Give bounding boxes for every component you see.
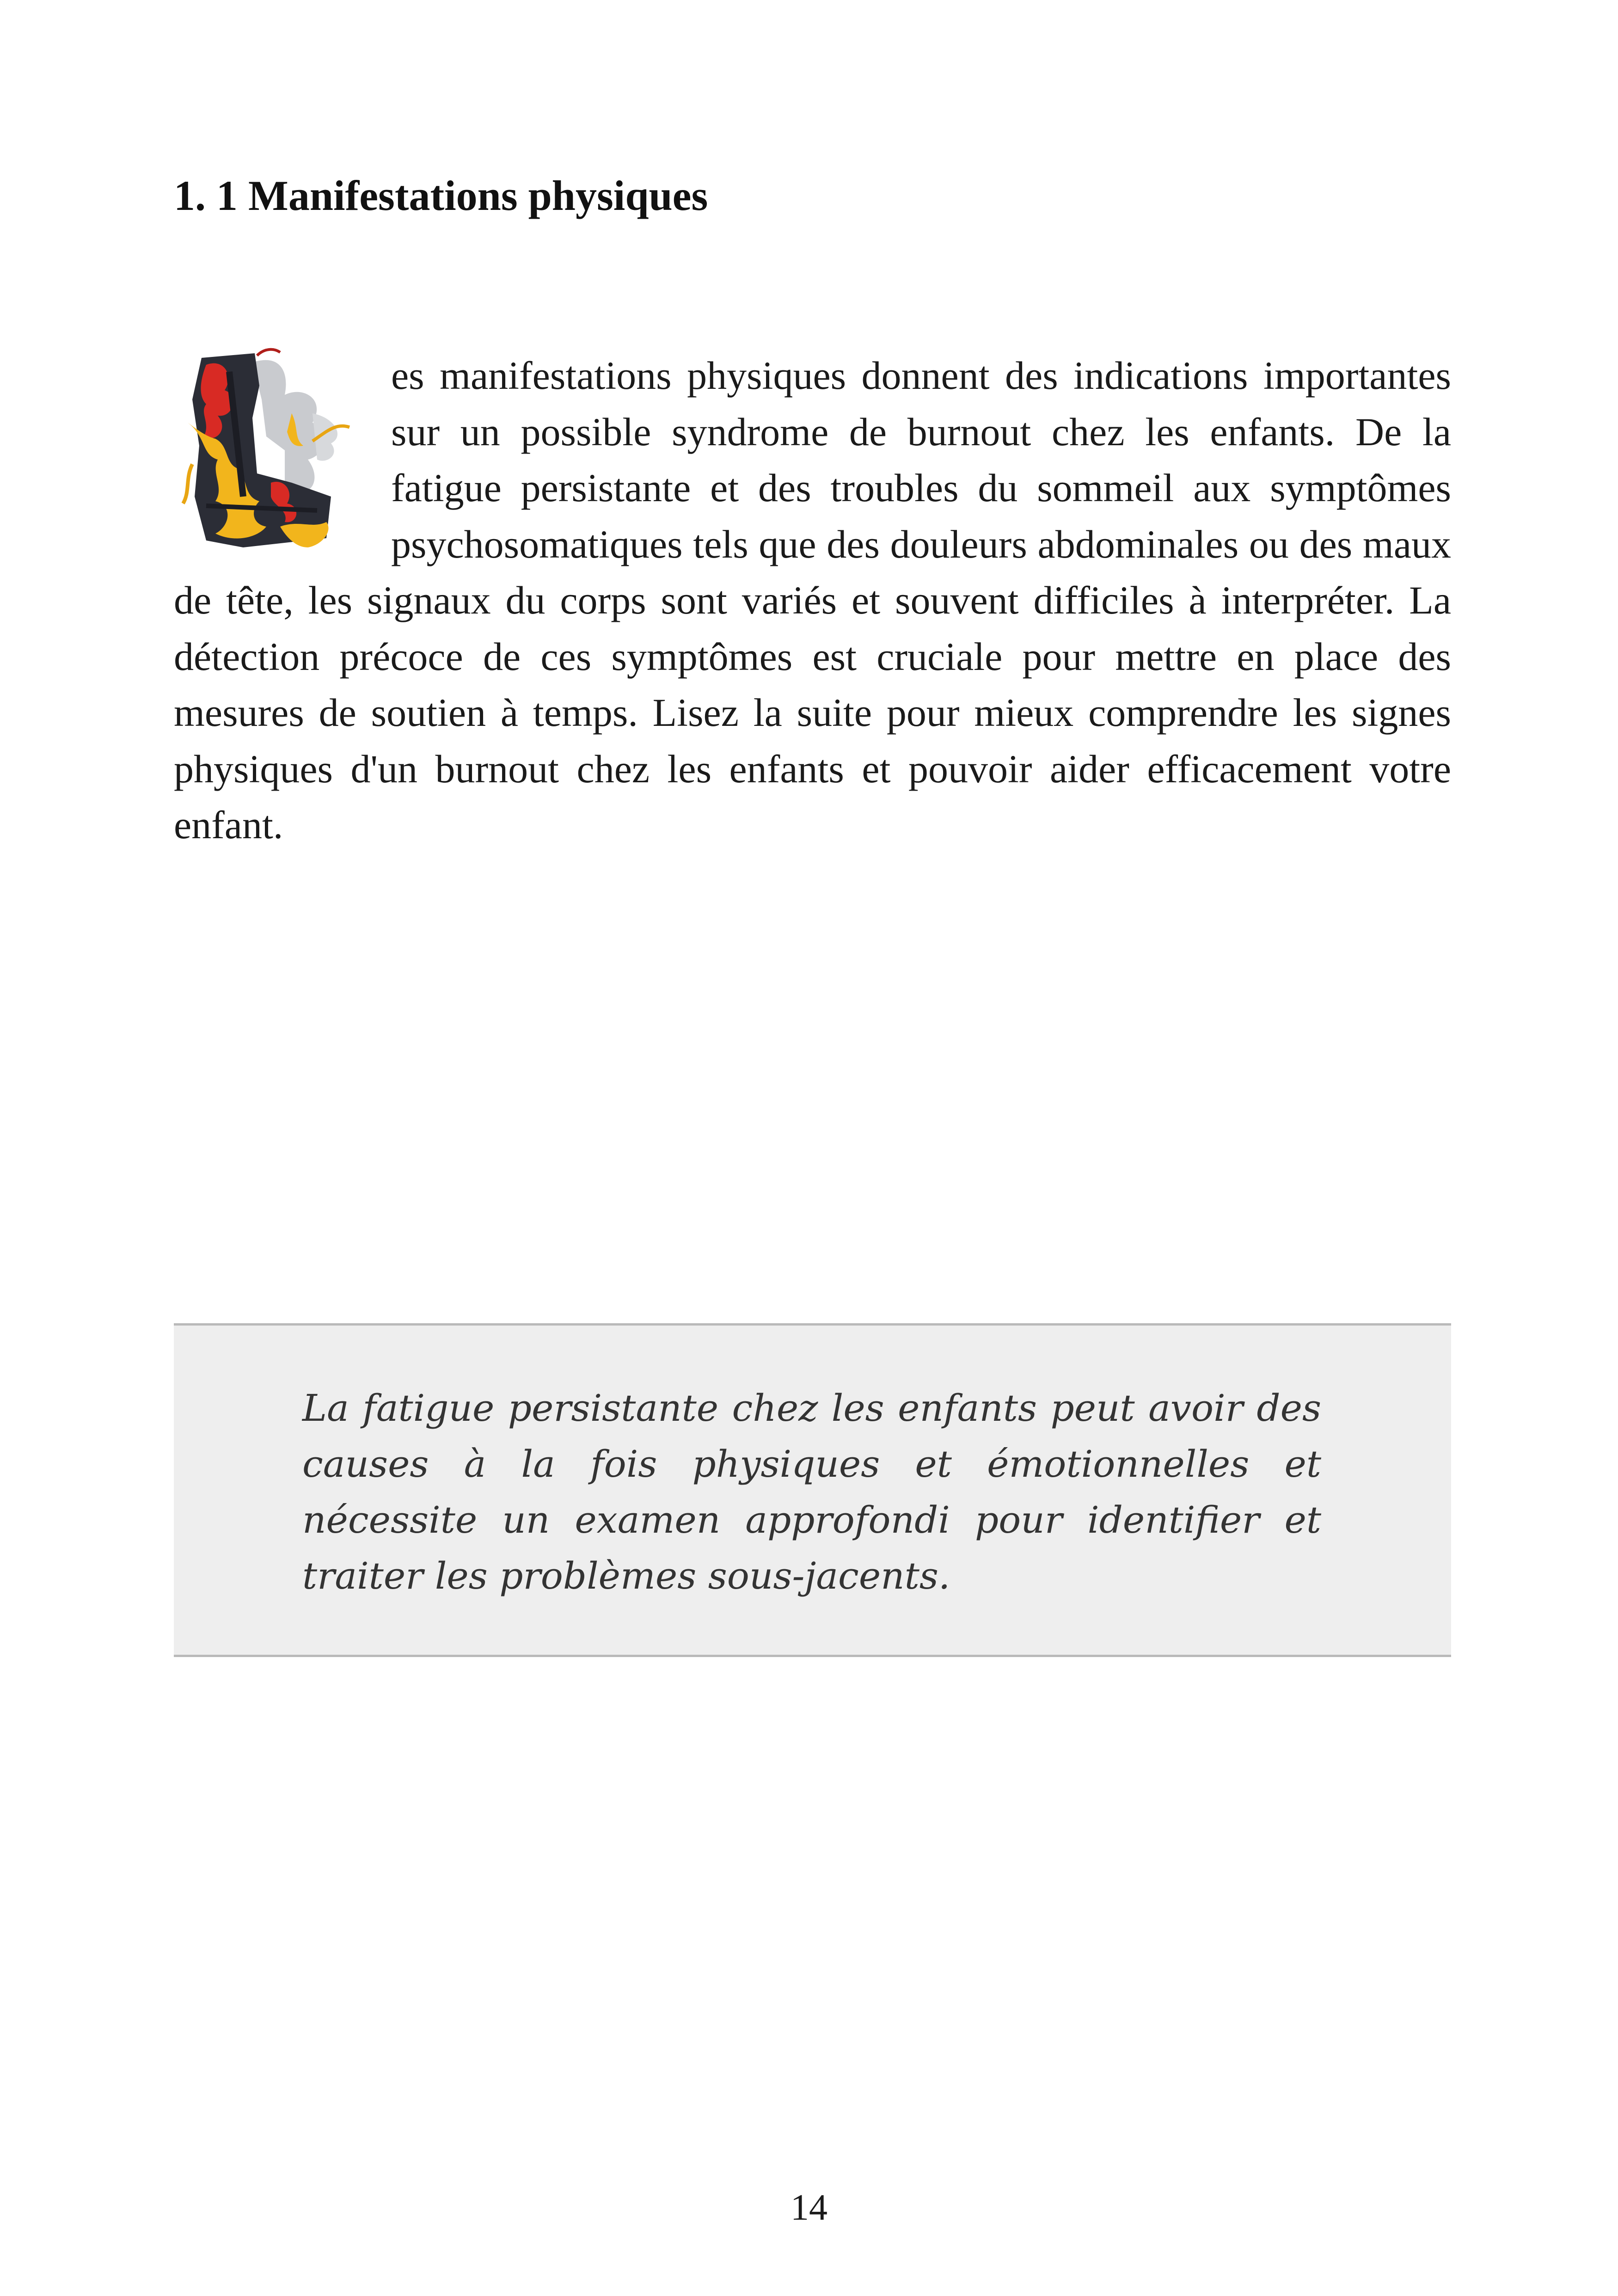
page-number: 14 — [791, 2187, 827, 2228]
intro-paragraph — [174, 348, 1451, 853]
callout-quote: La fatigue persistante chez les enfants peut avoir des causes à la fois physiques et émotionnelles et nécessite un examen approfondi pour identifier et traiter les problèmes sous-jacents. — [302, 1387, 1321, 1597]
intro-paragraph-text: es manifestations physiques donnent des indications importantes sur un possible syndrome de burnout chez les enfants. De la fatigue persistante et des troubles du sommeil aux symptômes psychosomatiques tels que des douleurs abdominales ou des maux de tête, les signaux du corps sont variés et souvent difficiles à interpréter. La détection précoce de ces symptômes est cruciale pour mettre en place des mesures de soutien à temps. Lisez la suite pour mieux comprendre les signes physiques d'un burnout chez les enfants et pouvoir aider efficacement votre enfant. — [174, 353, 1451, 847]
section-heading: 1. 1 Manifestations physiques — [174, 172, 708, 219]
flame-letter-icon — [174, 344, 359, 555]
callout-box — [174, 1323, 1451, 1657]
drop-cap-l-illustration — [174, 344, 359, 555]
